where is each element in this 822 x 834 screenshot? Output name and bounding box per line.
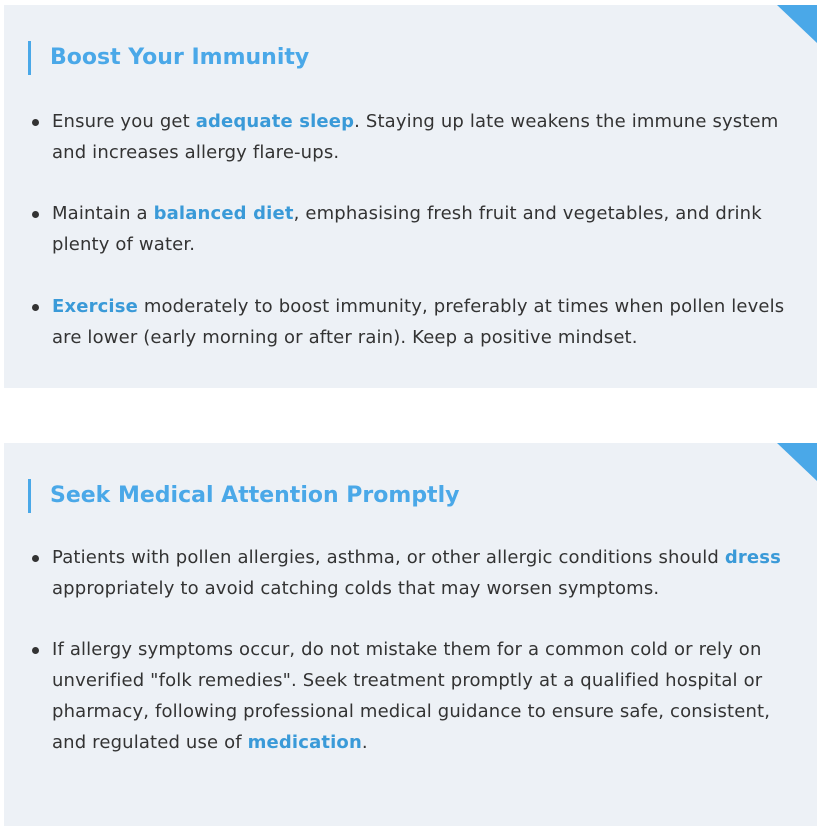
item-text: Maintain a: [52, 203, 154, 225]
list-item: [28, 635, 787, 758]
item-text: appropriately to avoid catching colds that may worsen symptoms.: [52, 577, 660, 599]
corner-fold-decoration: [777, 443, 817, 481]
corner-fold-decoration: [777, 5, 817, 43]
item-text: If allergy symptoms occur, do not mistake them for a common cold or rely on unverified "folk remedies". Seek treatment promptly at a qualified hospital or pharmacy, following professional medical guidance to ensure safe, consistent, and regulated use of: [52, 639, 771, 753]
tips-list: [28, 543, 787, 789]
bullet-icon: [32, 119, 39, 126]
bullet-icon: [32, 555, 39, 562]
item-text: Ensure you get: [52, 111, 196, 132]
highlight-keyword: Exercise: [52, 295, 138, 317]
bullet-icon: [32, 304, 39, 311]
card-heading: Boost Your Immunity: [28, 41, 309, 75]
list-item: [28, 543, 787, 604]
highlight-keyword: adequate sleep: [195, 111, 355, 132]
bullet-icon: [32, 647, 39, 654]
card-heading: Seek Medical Attention Promptly: [28, 479, 459, 513]
medical-attention-card: [4, 443, 817, 826]
item-text: , emphasising fresh fruit and vegetables, and drink plenty of water.: [52, 203, 762, 256]
list-item: [28, 199, 787, 260]
item-text: moderately to boost immunity, preferably at times when pollen levels are lower (early morning or after rain). Keep a positive mindset.: [52, 295, 785, 348]
bullet-icon: [32, 211, 39, 218]
highlight-keyword: medication: [247, 731, 362, 753]
immunity-card: [4, 5, 817, 388]
highlight-keyword: balanced diet: [153, 203, 294, 225]
highlight-keyword: dress: [724, 547, 782, 568]
list-item: [28, 107, 787, 168]
item-text: . Staying up late weakens the immune system and increases allergy flare-ups.: [52, 111, 779, 163]
item-text: Patients with pollen allergies, asthma, or other allergic conditions should: [52, 547, 725, 568]
tips-list: [28, 107, 787, 384]
list-item: [28, 292, 787, 353]
item-text: .: [361, 731, 368, 753]
